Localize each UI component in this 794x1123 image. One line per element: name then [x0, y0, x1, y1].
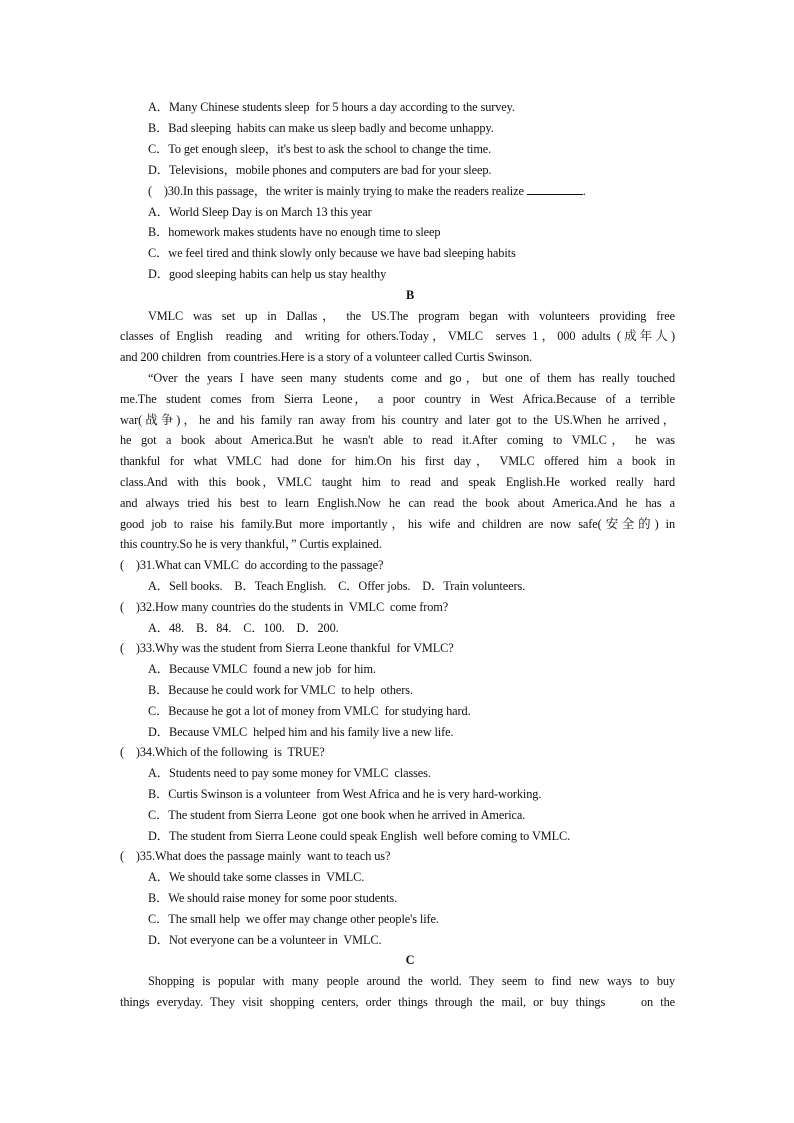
- section-b-heading: B: [405, 288, 415, 302]
- q30-option-a: A．World Sleep Day is on March 13 this year: [148, 205, 372, 219]
- q33-option-d: D．Because VMLC helped him and his family live a new life.: [148, 725, 454, 739]
- q29-option-d: D．Televisions，mobile phones and computers are bad for your sleep.: [148, 163, 492, 177]
- q35-option-c: C．The small help we offer may change other people's life.: [148, 912, 439, 926]
- q33-option-b: B．Because he could work for VMLC to help others.: [148, 683, 413, 697]
- passage-b-p1-line: and 200 children from countries.Here is a story of a volunteer called Curtis Swinson.: [120, 350, 533, 364]
- q29-option-b: B．Bad sleeping habits can make us sleep badly and become unhappy.: [148, 121, 494, 135]
- passage-b-p2-line: he got a book about America.But he wasn't able to read it.After coming to VMLC ， he was: [120, 433, 675, 447]
- q35-option-a: A．We should take some classes in VMLC.: [148, 870, 365, 884]
- passage-b-p2-line: this country.So he is very thankful，” Curtis explained.: [120, 537, 382, 551]
- q30-stem: [148, 183, 586, 199]
- q30-stem-text: ( )30.In this passage，the writer is mainly trying to make the readers realize: [148, 184, 527, 198]
- passage-b-p2-line: “Over the years I have seen many students come and go，but one of them has really touched: [148, 371, 675, 385]
- q33-option-c: C．Because he got a lot of money from VMLC for studying hard.: [148, 704, 471, 718]
- passage-b-p2-line: thankful for what VMLC had done for him.On his first day ， VMLC offered him a book in: [120, 454, 675, 468]
- passage-b-p1-line: VMLC was set up in Dallas ， the US.The program began with volunteers providing free: [148, 309, 675, 323]
- q30-option-d: D．good sleeping habits can help us stay healthy: [148, 267, 387, 281]
- passage-c-p1-line: things everyday. They visit shopping centers, order things through the mail, or buy things on the: [120, 995, 675, 1009]
- q32-stem: ( )32.How many countries do the students in VMLC come from?: [120, 600, 449, 614]
- answer-blank[interactable]: [527, 183, 583, 195]
- passage-c-p1-line: Shopping is popular with many people around the world. They seem to find new ways to buy: [148, 974, 675, 988]
- q30-option-c: C．we feel tired and think slowly only because we have bad sleeping habits: [148, 246, 516, 260]
- q34-option-d: D．The student from Sierra Leone could speak English well before coming to VMLC.: [148, 829, 571, 843]
- passage-b-p2-line: good job to raise his family.But more importantly，his wife and children are now safe(安全的) in: [120, 517, 675, 531]
- q31-options: A．Sell books. B．Teach English. C．Offer jobs. D．Train volunteers.: [148, 579, 526, 593]
- q33-stem: ( )33.Why was the student from Sierra Leone thankful for VMLC?: [120, 641, 454, 655]
- q35-stem: ( )35.What does the passage mainly want to teach us?: [120, 849, 391, 863]
- q35-option-b: B．We should raise money for some poor students.: [148, 891, 398, 905]
- q32-options: A．48. B．84. C．100. D．200.: [148, 621, 339, 635]
- q34-option-a: A．Students need to pay some money for VMLC classes.: [148, 766, 431, 780]
- passage-b-p2-line: war(战争)，he and his family ran away from his country and later got to the US.When he arrived，: [120, 413, 675, 427]
- q30-option-b: B．homework makes students have no enough time to sleep: [148, 225, 441, 239]
- q34-option-b: B．Curtis Swinson is a volunteer from West Africa and he is very hard-working.: [148, 787, 542, 801]
- passage-b-p1-line: classes of English reading and writing for others.Today，VMLC serves 1，000 adults (成年人): [120, 329, 675, 343]
- q34-option-c: C．The student from Sierra Leone got one book when he arrived in America.: [148, 808, 526, 822]
- q31-stem: ( )31.What can VMLC do according to the passage?: [120, 558, 384, 572]
- q30-stem-end: .: [582, 184, 586, 198]
- passage-b-p2-line: class.And with this book，VMLC taught him to read and speak English.He worked really hard: [120, 475, 675, 489]
- q29-option-a: A．Many Chinese students sleep for 5 hours a day according to the survey.: [148, 100, 515, 114]
- section-c-heading: C: [405, 953, 415, 967]
- q29-option-c: C．To get enough sleep，it's best to ask the school to change the time.: [148, 142, 492, 156]
- passage-b-p2-line: and always tried his best to learn English.Now he can read the book about America.And he has a: [120, 496, 675, 510]
- passage-b-p2-line: me.The student comes from Sierra Leone， a poor country in West Africa.Because of a terrible: [120, 392, 675, 406]
- q35-option-d: D．Not everyone can be a volunteer in VMLC.: [148, 933, 382, 947]
- q33-option-a: A．Because VMLC found a new job for him.: [148, 662, 376, 676]
- q34-stem: ( )34.Which of the following is TRUE?: [120, 745, 325, 759]
